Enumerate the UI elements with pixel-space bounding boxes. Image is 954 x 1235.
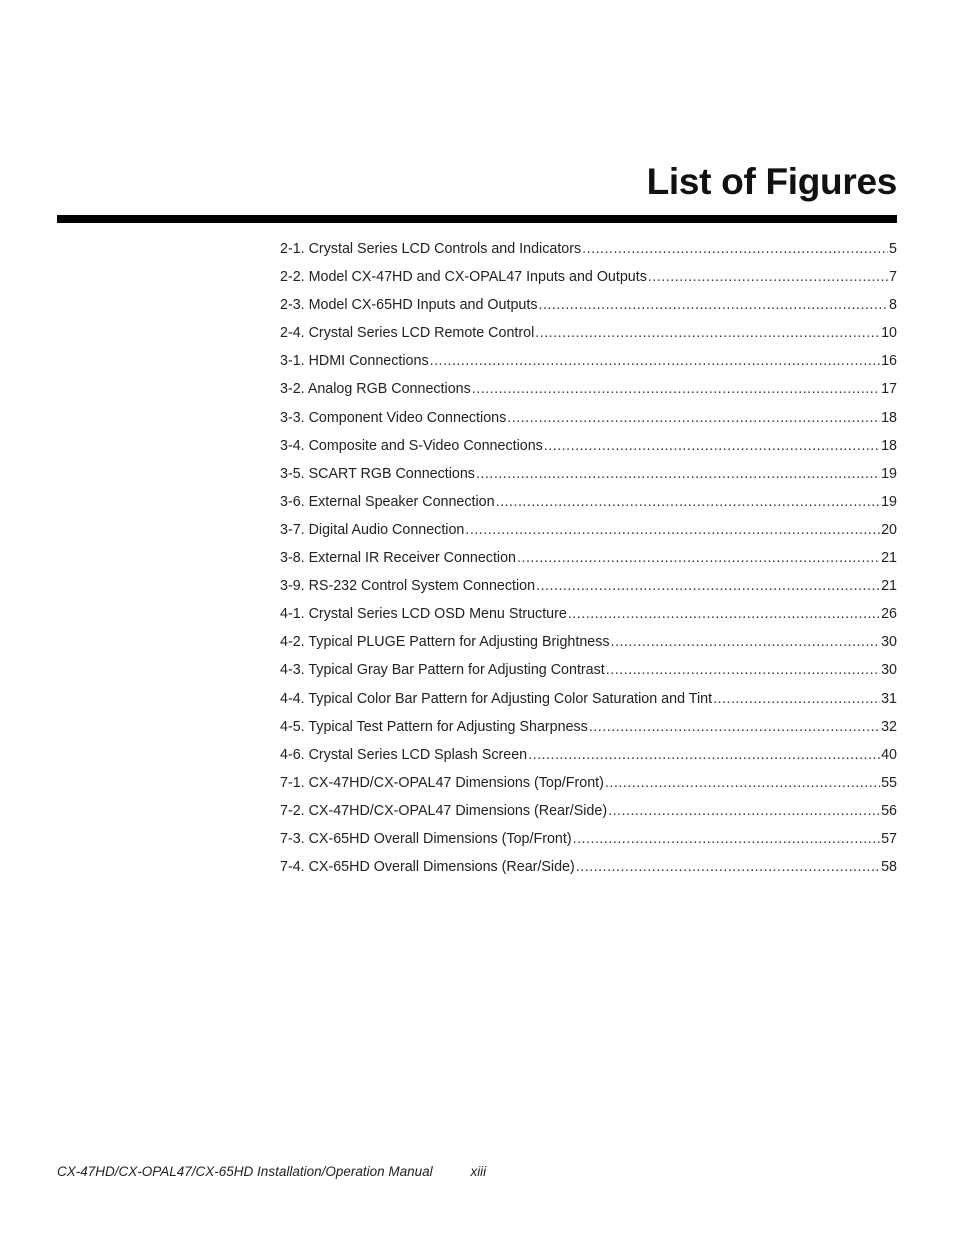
- dot-leader: [713, 685, 880, 713]
- figure-entry[interactable]: [280, 235, 897, 263]
- figure-label: 4-4. Typical Color Bar Pattern for Adjusting Color Saturation and Tint: [280, 690, 713, 707]
- figure-page-number: 19: [881, 493, 897, 510]
- figure-page-number: 55: [881, 774, 897, 791]
- figure-list: [280, 235, 897, 881]
- dot-leader: [605, 769, 880, 797]
- figure-label: 3-4. Composite and S-Video Connections: [280, 437, 543, 454]
- dot-leader: [472, 375, 880, 403]
- figure-entry[interactable]: [280, 685, 897, 713]
- figure-entry[interactable]: [280, 375, 897, 403]
- figure-entry[interactable]: [280, 488, 897, 516]
- figure-entry[interactable]: [280, 319, 897, 347]
- figure-page-number: 5: [889, 241, 897, 257]
- figure-page-number: 19: [881, 465, 897, 482]
- figure-page-number: 10: [881, 325, 897, 342]
- figure-page-number: 58: [881, 859, 897, 876]
- dot-leader: [573, 825, 881, 853]
- dot-leader: [465, 516, 880, 544]
- dot-leader: [476, 460, 880, 488]
- figure-entry[interactable]: [280, 741, 897, 769]
- figure-entry[interactable]: [280, 572, 897, 600]
- figure-page-number: 31: [881, 690, 897, 707]
- dot-leader: [568, 600, 880, 628]
- figure-label: 3-3. Component Video Connections: [280, 409, 507, 426]
- dot-leader: [608, 797, 880, 825]
- figure-entry[interactable]: [280, 432, 897, 460]
- figure-entry[interactable]: [280, 516, 897, 544]
- dot-leader: [535, 319, 880, 347]
- figure-label: 3-8. External IR Receiver Connection: [280, 550, 517, 567]
- figure-label: 3-6. External Speaker Connection: [280, 493, 495, 510]
- figure-page-number: 20: [881, 521, 897, 538]
- page-footer: [57, 1164, 486, 1179]
- page-title: List of Figures: [646, 161, 897, 202]
- figure-entry[interactable]: [280, 769, 897, 797]
- figure-entry[interactable]: [280, 291, 897, 319]
- footer-page-number: xiii: [470, 1164, 487, 1179]
- figure-label: 4-5. Typical Test Pattern for Adjusting Sharpness: [280, 718, 588, 735]
- title-rule: [57, 215, 897, 223]
- figure-page-number: 40: [881, 746, 897, 763]
- dot-leader: [611, 628, 881, 656]
- figure-page-number: 57: [881, 830, 897, 847]
- figure-entry[interactable]: [280, 600, 897, 628]
- figure-label: 7-2. CX-47HD/CX-OPAL47 Dimensions (Rear/Side): [280, 802, 608, 819]
- dot-leader: [528, 741, 880, 769]
- dot-leader: [507, 404, 880, 432]
- figure-label: 4-3. Typical Gray Bar Pattern for Adjusting Contrast: [280, 662, 605, 679]
- figure-page-number: 26: [881, 606, 897, 623]
- figure-label: 2-1. Crystal Series LCD Controls and Indicators: [280, 241, 582, 257]
- dot-leader: [544, 432, 880, 460]
- dot-leader: [648, 263, 888, 291]
- dot-leader: [536, 572, 880, 600]
- figure-entry[interactable]: [280, 797, 897, 825]
- figure-label: 3-5. SCART RGB Connections: [280, 465, 475, 482]
- figure-label: 2-4. Crystal Series LCD Remote Control: [280, 325, 535, 342]
- figure-label: 4-2. Typical PLUGE Pattern for Adjusting Brightness: [280, 634, 610, 651]
- figure-label: 4-6. Crystal Series LCD Splash Screen: [280, 746, 528, 763]
- figure-label: 3-7. Digital Audio Connection: [280, 521, 465, 538]
- figure-label: 7-4. CX-65HD Overall Dimensions (Rear/Side): [280, 859, 575, 876]
- dot-leader: [582, 235, 888, 263]
- figure-page-number: 7: [889, 269, 897, 286]
- dot-leader: [589, 713, 880, 741]
- figure-entry[interactable]: [280, 628, 897, 656]
- figure-label: 7-1. CX-47HD/CX-OPAL47 Dimensions (Top/Front): [280, 774, 604, 791]
- dot-leader: [538, 291, 888, 319]
- figure-label: 3-9. RS-232 Control System Connection: [280, 578, 536, 595]
- figure-page-number: 16: [881, 353, 897, 370]
- figure-entry[interactable]: [280, 404, 897, 432]
- figure-page-number: 21: [881, 578, 897, 595]
- figure-entry[interactable]: [280, 263, 897, 291]
- figure-page-number: 21: [881, 550, 897, 567]
- figure-entry[interactable]: [280, 853, 897, 881]
- figure-page-number: 32: [881, 718, 897, 735]
- figure-label: 4-1. Crystal Series LCD OSD Menu Structure: [280, 606, 567, 623]
- figure-page-number: 8: [889, 297, 897, 314]
- figure-entry[interactable]: [280, 825, 897, 853]
- figure-entry[interactable]: [280, 460, 897, 488]
- footer-manual-title: CX-47HD/CX-OPAL47/CX-65HD Installation/Operation Manual: [57, 1164, 433, 1179]
- figure-page-number: 30: [881, 662, 897, 679]
- figure-page-number: 17: [881, 381, 897, 398]
- figure-entry[interactable]: [280, 656, 897, 684]
- figure-page-number: 56: [881, 802, 897, 819]
- figure-label: 2-3. Model CX-65HD Inputs and Outputs: [280, 297, 538, 314]
- figure-entry[interactable]: [280, 544, 897, 572]
- figure-label: 7-3. CX-65HD Overall Dimensions (Top/Front): [280, 830, 572, 847]
- figure-page-number: 30: [881, 634, 897, 651]
- figure-label: 3-2. Analog RGB Connections: [280, 381, 471, 398]
- dot-leader: [517, 544, 880, 572]
- figure-label: 3-1. HDMI Connections: [280, 353, 429, 370]
- figure-entry[interactable]: [280, 347, 897, 375]
- figure-label: 2-2. Model CX-47HD and CX-OPAL47 Inputs and Outputs: [280, 269, 647, 286]
- dot-leader: [430, 347, 881, 375]
- figure-page-number: 18: [881, 409, 897, 426]
- figure-entry[interactable]: [280, 713, 897, 741]
- dot-leader: [606, 656, 880, 684]
- dot-leader: [496, 488, 881, 516]
- figure-page-number: 18: [881, 437, 897, 454]
- dot-leader: [576, 853, 880, 881]
